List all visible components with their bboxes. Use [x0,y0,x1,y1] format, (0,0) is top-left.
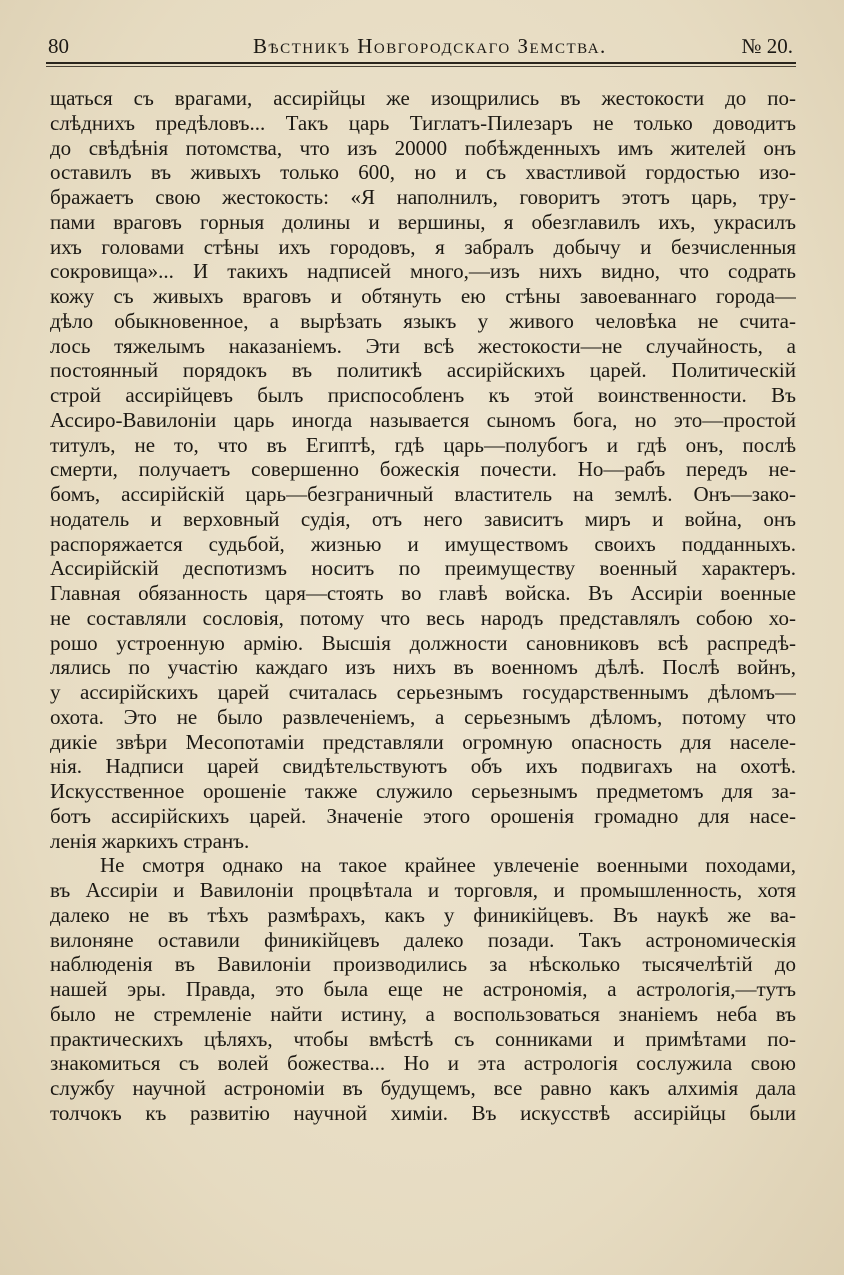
body-text [50,86,796,1126]
header-rule-thin [46,66,796,67]
text-line: бражаетъ свою жестокость: «Я наполнилъ, говоритъ этотъ царь, тру- [50,185,796,209]
text-line: въ Ассиріи и Вавилоніи процвѣтала и торговля, и промышленность, хотя [50,878,796,902]
text-line: ленія жаркихъ странъ. [50,828,250,853]
text-line: постоянный порядокъ въ политикѣ ассирійскихъ царей. Политическій [50,358,796,383]
text-line: ихъ головами стѣны ихъ городовъ, я забралъ добычу и безчисленныя [50,234,796,259]
running-header [48,30,793,64]
text-line: ботъ ассирійскихъ царей. Значеніе этого орошенія громадно для насе- [50,803,796,828]
text-line: смерти, получаетъ совершенно божескія почести. Но—рабъ передъ не- [50,457,796,482]
text-line: дикіе звѣри Месопотаміи представляли огромную опасность для населе- [50,729,796,754]
text-line: лялись по участію каждаго изъ нихъ въ военномъ дѣлѣ. Послѣ войнъ, [50,655,796,680]
text-line: наблюденія въ Вавилоніи производились за нѣсколько тысячелѣтій до [50,952,796,977]
text-line: распоряжается судьбой, жизнью и имуществомъ своихъ подданныхъ. [50,531,796,556]
text-line: далеко не въ тѣхъ размѣрахъ, какъ у финикійцевъ. Въ наукѣ же ва- [50,902,796,927]
text-line: щаться съ врагами, ассирійцы же изощрились въ жестокости до по- [50,86,796,110]
paragraph-1 [50,86,796,853]
text-line: титулъ, не то, что въ Египтѣ, гдѣ царь—полубогъ и гдѣ онъ, послѣ [50,432,796,457]
text-line: до свѣдѣнія потомства, что изъ 20000 побѣжденныхъ имъ жителей онъ [50,135,796,160]
text-line: нашей эры. Правда, это была еще не астрономія, а астрологія,—тутъ [50,977,796,1001]
text-line: службу научной астрономіи въ будущемъ, все равно какъ алхимія дала [50,1076,796,1100]
text-line: Ассиро-Вавилоніи царь иногда называется сыномъ бога, но это—простой [50,407,796,432]
text-line: лось тяжелымъ наказаніемъ. Эти всѣ жестокости—не случайность, а [50,333,796,358]
text-line: не составляли сословія, потому что весь народъ представлялъ собою хо- [50,605,796,630]
text-line: Искусственное орошеніе также служило серьезнымъ предметомъ для за- [50,779,796,803]
text-line: рошо устроенную армію. Высшія должности сановниковъ всѣ распредѣ- [50,630,796,655]
issue-number: № 20. [741,34,793,58]
text-line: бомъ, ассирійскій царь—безграничный властитель на землѣ. Онъ—зако- [50,482,796,506]
text-line: толчокъ къ развитію научной химіи. Въ искусствѣ ассирійцы были [50,1100,796,1125]
text-line: кожу съ живыхъ враговъ и обтянуть ею стѣны завоеваннаго города— [50,284,796,308]
text-line: оставилъ въ живыхъ только 600, но и съ хвастливой гордостью изо- [50,160,796,185]
text-line: у ассирійскихъ царей считалась серьезнымъ государственнымъ дѣломъ— [50,680,796,704]
page-number: 80 [48,34,69,58]
text-line: Главная обязанность царя—стоять во главѣ войска. Въ Ассиріи военные [50,581,796,605]
text-line: пами враговъ горныя долины и вершины, я обезглавилъ ихъ, украсилъ [50,209,796,234]
text-line: знакомиться съ волей божества... Но и эта астрологія сослужила свою [50,1051,796,1076]
text-line: нодатель и верховный судія, отъ него зависитъ миръ и война, онъ [50,506,796,531]
text-line: слѣднихъ предѣловъ... Такъ царь Тиглатъ-Пилезаръ не только доводитъ [50,110,796,135]
text-line: охота. Это не было развлеченіемъ, а серьезнымъ дѣломъ, потому что [50,704,796,729]
text-line: практическихъ цѣляхъ, чтобы вмѣстѣ съ сонниками и примѣтами по- [50,1026,796,1051]
header-rule [46,62,796,64]
text-line: строй ассирійцевъ былъ приспособленъ къ этой воинственности. Въ [50,383,796,407]
text-line: вилоняне оставили финикійцевъ далеко позади. Такъ астрономическія [50,927,796,952]
text-line: было не стремленіе найти истину, а воспользоваться знаніемъ неба въ [50,1001,796,1026]
text-line: сокровища»... И такихъ надписей много,—изъ нихъ видно, что содрать [50,259,796,284]
paragraph-2 [50,853,796,1125]
journal-title: Вѣстникъ Новгородскаго Земства. [253,34,607,58]
text-line: Не смотря однако на такое крайнее увлеченіе военными походами, [100,853,796,878]
text-line: Ассирійскій деспотизмъ носитъ по преимуществу военный характеръ. [50,556,796,581]
text-line: дѣло обыкновенное, а вырѣзать языкъ у живого человѣка не счита- [50,308,796,333]
text-line: нія. Надписи царей свидѣтельствуютъ объ ихъ подвигахъ на охотѣ. [50,754,796,779]
